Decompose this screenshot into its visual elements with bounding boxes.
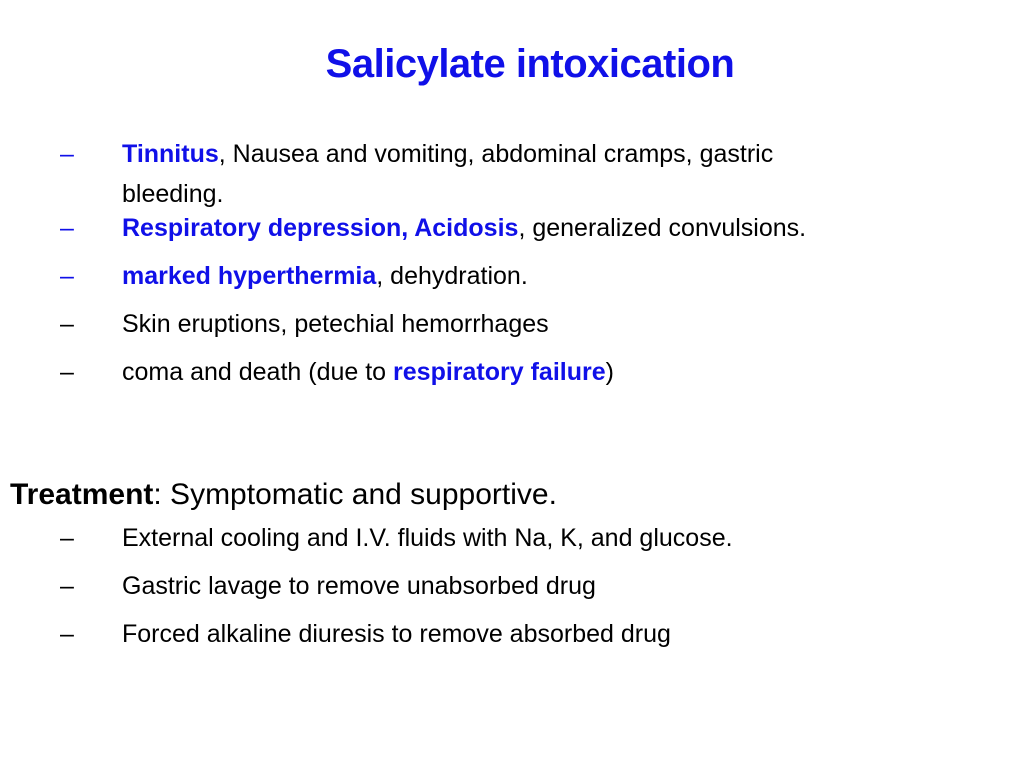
dash-icon: – — [60, 524, 74, 552]
treatment-item-3 — [0, 620, 942, 648]
treatment-item-text: Gastric lavage to remove unabsorbed drug — [122, 572, 596, 600]
symptom-item-4 — [0, 310, 942, 338]
symptom-item-1 — [0, 134, 942, 214]
symptom-highlight: Tinnitus — [122, 140, 219, 168]
symptom-text: , dehydration. — [376, 262, 528, 290]
slide-title: Salicylate intoxication — [325, 42, 735, 86]
symptom-text: , Nausea and vomiting, abdominal cramps, gastric — [218, 140, 774, 168]
symptom-text: Skin eruptions, petechial hemorrhages — [122, 310, 549, 338]
symptom-text-end: ) — [605, 358, 614, 386]
treatments-list — [0, 524, 942, 672]
symptom-item-3 — [0, 262, 942, 290]
symptom-highlight: respiratory failure — [393, 358, 606, 386]
treatment-item-1 — [0, 524, 942, 552]
symptom-text-continued: bleeding. — [122, 180, 224, 208]
dash-icon: – — [60, 358, 74, 386]
dash-icon: – — [60, 620, 74, 648]
dash-icon: – — [60, 214, 74, 242]
symptom-text: coma and death (due to — [122, 358, 394, 386]
treatment-heading — [10, 478, 557, 512]
symptom-highlight: marked hyperthermia — [122, 262, 377, 290]
dash-icon: – — [60, 310, 74, 338]
treatment-item-2 — [0, 572, 942, 600]
treatment-label: Treatment — [10, 478, 154, 511]
dash-icon: – — [60, 140, 74, 168]
dash-icon: – — [60, 572, 74, 600]
symptom-item-2 — [0, 214, 942, 242]
symptoms-list — [0, 134, 942, 410]
treatment-item-text: Forced alkaline diuresis to remove absorbed drug — [122, 620, 671, 648]
symptom-highlight: Respiratory depression, Acidosis — [122, 214, 519, 242]
symptom-text: , generalized convulsions. — [518, 214, 807, 242]
treatment-text: : Symptomatic and supportive. — [153, 478, 557, 511]
treatment-item-text: External cooling and I.V. fluids with Na, K, and glucose. — [122, 524, 733, 552]
dash-icon: – — [60, 262, 74, 290]
symptom-item-5 — [0, 358, 942, 386]
